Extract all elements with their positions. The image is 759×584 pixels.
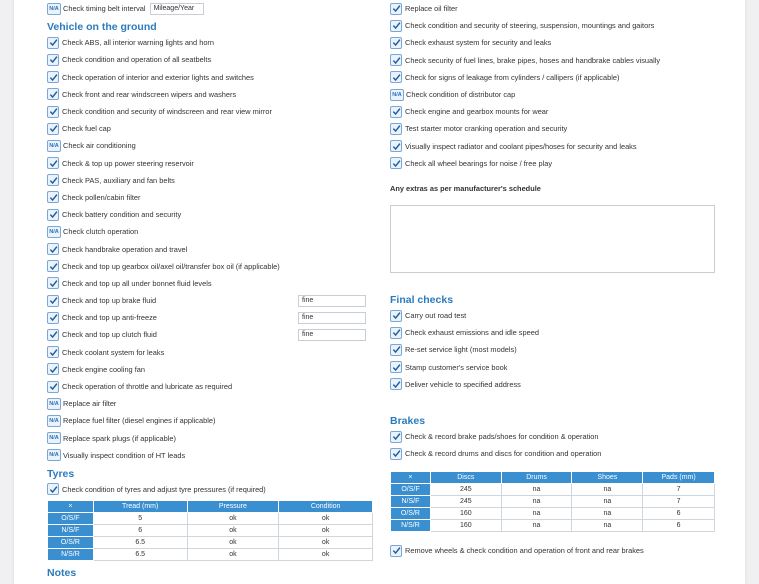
table-cell[interactable]: 6 [643, 508, 715, 520]
checkbox[interactable] [390, 3, 402, 15]
checkbox[interactable] [47, 312, 59, 324]
na-badge[interactable]: N/A [47, 140, 61, 152]
check-icon [392, 380, 401, 389]
checklist-row [390, 103, 730, 120]
table-cell[interactable]: 245 [430, 484, 501, 496]
checklist-row [390, 376, 730, 393]
checkbox[interactable] [47, 329, 59, 341]
tyre-table [47, 500, 373, 561]
check-icon [392, 142, 401, 151]
checklist-row [47, 137, 387, 154]
checklist-row [47, 69, 387, 86]
check-icon [392, 363, 401, 372]
checklist-row [390, 445, 730, 462]
vehicle-on-ground-title: Vehicle on the ground [47, 21, 157, 34]
check-icon [49, 73, 58, 82]
checklist-row [390, 34, 730, 51]
table-cell[interactable]: 160 [430, 520, 501, 532]
checklist-row [47, 344, 387, 361]
table-row [391, 484, 715, 496]
check-icon [392, 159, 401, 168]
table-cell[interactable]: ok [279, 549, 373, 561]
table-header-cell: Drums [501, 472, 572, 484]
table-cell[interactable]: na [501, 496, 572, 508]
checklist-label: Re-set service light (most models) [405, 345, 517, 355]
checklist-row [390, 324, 730, 341]
checkbox[interactable] [47, 191, 59, 203]
table-cell[interactable]: ok [279, 537, 373, 549]
check-icon [392, 56, 401, 65]
table-cell[interactable]: 245 [430, 496, 501, 508]
table-cell[interactable]: 6.5 [93, 537, 187, 549]
checklist-row [47, 309, 387, 326]
checkbox[interactable] [390, 448, 402, 460]
checklist-label: Check battery condition and security [62, 210, 182, 220]
checklist-label: Check exhaust emissions and idle speed [405, 328, 539, 338]
checklist-label: Check and top up brake fluid [62, 296, 157, 306]
checklist-label: Check fuel cap [62, 124, 111, 134]
checkbox[interactable] [47, 381, 59, 393]
table-cell[interactable]: na [501, 520, 572, 532]
checklist-label: Check condition and operation of all seatbelts [62, 55, 212, 65]
table-cell[interactable]: 6.5 [93, 549, 187, 561]
row-header-cell: N/S/R [48, 549, 94, 561]
checklist-row [47, 206, 387, 223]
timing-belt-label: Check timing belt interval [63, 4, 146, 14]
checklist-label: Replace spark plugs (if applicable) [63, 433, 176, 443]
checklist-row [47, 430, 387, 447]
checklist-row [47, 155, 387, 172]
table-cell[interactable]: na [572, 508, 643, 520]
brakes-list [390, 428, 730, 462]
checklist-row [390, 86, 730, 103]
table-row [48, 549, 373, 561]
checkbox[interactable] [47, 106, 59, 118]
check-icon [392, 38, 401, 47]
checkbox[interactable] [47, 260, 59, 272]
checkbox[interactable] [47, 37, 59, 49]
check-icon [49, 176, 58, 185]
checklist-label: Replace air filter [63, 399, 117, 409]
checklist-row [390, 138, 730, 155]
checklist-row [47, 86, 387, 103]
checklist-label: Check PAS, auxiliary and fan belts [62, 175, 175, 185]
table-cell[interactable]: 6 [643, 520, 715, 532]
checklist-label: Stamp customer's service book [405, 362, 508, 372]
table-cell[interactable]: 160 [430, 508, 501, 520]
brakes-table-header [391, 472, 715, 484]
na-badge[interactable]: N/A [47, 415, 61, 427]
check-icon [392, 432, 401, 441]
checklist-label: Check condition of distributor cap [406, 90, 516, 100]
na-badge[interactable]: N/A [390, 89, 404, 101]
checkbox[interactable] [390, 54, 402, 66]
row-header-cell: N/S/F [391, 496, 431, 508]
check-icon [49, 193, 58, 202]
checklist-row [47, 258, 387, 275]
checkbox[interactable] [390, 378, 402, 390]
checklist-row [47, 223, 387, 240]
check-icon [49, 90, 58, 99]
check-icon [49, 382, 58, 391]
checklist-label: Check front and rear windscreen wipers and washers [62, 89, 237, 99]
table-header-cell: × [48, 501, 94, 513]
check-icon [49, 348, 58, 357]
checklist-label: Check coolant system for leaks [62, 347, 165, 357]
checkbox[interactable] [47, 157, 59, 169]
checklist-label: Replace fuel filter (diesel engines if applicable) [63, 416, 216, 426]
table-row [391, 508, 715, 520]
checklist-row [390, 17, 730, 34]
table-cell[interactable]: 7 [643, 484, 715, 496]
check-icon [392, 21, 401, 30]
checklist-row [390, 120, 730, 137]
checklist-label: Check condition and security of steering, suspension, mountings and gaitors [405, 21, 655, 31]
na-badge[interactable]: N/A [47, 449, 61, 461]
check-icon [392, 107, 401, 116]
checklist-label: Check engine and gearbox mounts for wear [405, 107, 549, 117]
checkbox[interactable] [390, 106, 402, 118]
checkbox[interactable] [390, 361, 402, 373]
timing-belt-value[interactable]: Mileage/Year [150, 3, 204, 15]
final-checks-title: Final checks [390, 294, 454, 306]
checkbox[interactable] [390, 327, 402, 339]
check-icon [49, 245, 58, 254]
right-check-list [390, 0, 730, 172]
checklist-row [47, 34, 387, 51]
checklist-label: Check & record brake pads/shoes for condition & operation [405, 432, 599, 442]
checklist-label: Check ABS, all interior warning lights and horn [62, 38, 214, 48]
checklist-row [47, 275, 387, 292]
check-icon [392, 311, 401, 320]
table-cell[interactable]: 6 [93, 525, 187, 537]
checklist-label: Check for signs of leakage from cylinders / callipers (if applicable) [405, 72, 620, 82]
table-cell[interactable]: ok [279, 525, 373, 537]
checklist-label: Deliver vehicle to specified address [405, 379, 521, 389]
checklist-label: Test starter motor cranking operation and security [405, 124, 568, 134]
checklist-row [47, 120, 387, 137]
checklist-label: Check & top up power steering reservoir [62, 158, 194, 168]
fluid-level-field[interactable]: fine [298, 295, 366, 307]
checklist-row [47, 240, 387, 257]
table-cell[interactable]: ok [187, 537, 279, 549]
checklist-label: Check clutch operation [63, 227, 139, 237]
check-icon [49, 296, 58, 305]
row-header-cell: O/S/R [391, 508, 431, 520]
left-column [47, 0, 387, 580]
check-icon [49, 107, 58, 116]
fluid-level-field[interactable]: fine [298, 312, 366, 324]
fluid-level-field[interactable]: fine [298, 329, 366, 341]
check-icon [49, 159, 58, 168]
checklist-label: Check condition and security of windscreen and rear view mirror [62, 107, 272, 117]
checkbox[interactable] [390, 140, 402, 152]
row-header-cell: O/S/F [391, 484, 431, 496]
checklist-label: Check operation of throttle and lubricate as required [62, 382, 233, 392]
checklist-label: Check engine cooling fan [62, 364, 145, 374]
checklist-label: Check air conditioning [63, 141, 136, 151]
checklist-label: Check and top up gearbox oil/axel oil/transfer box oil (if applicable) [62, 261, 280, 271]
remove-wheels-label: Remove wheels & check condition and operation of front and rear brakes [405, 546, 644, 556]
checklist-label: Visually inspect condition of HT leads [63, 450, 186, 460]
checklist-row [390, 341, 730, 358]
tyres-check-label: Check condition of tyres and adjust tyre pressures (if required) [62, 484, 266, 494]
checkbox[interactable] [47, 295, 59, 307]
checkbox[interactable] [47, 363, 59, 375]
table-header-cell: Condition [279, 501, 373, 513]
table-cell[interactable]: na [501, 508, 572, 520]
checklist-row [390, 428, 730, 445]
checklist-label: Check exhaust system for security and leaks [405, 38, 552, 48]
row-header-cell: O/S/F [48, 513, 94, 525]
tyre-table-header [48, 501, 373, 513]
checklist-label: Check and top up clutch fluid [62, 330, 157, 340]
service-checklist-sheet [14, 0, 745, 584]
checkbox[interactable] [390, 431, 402, 443]
checklist-label: Check and top up anti-freeze [62, 313, 157, 323]
checklist-row [47, 412, 387, 429]
table-cell[interactable]: ok [187, 525, 279, 537]
row-header-cell: N/S/R [391, 520, 431, 532]
checkbox[interactable] [47, 174, 59, 186]
checklist-row [47, 292, 387, 309]
checklist-label: Replace oil filter [405, 4, 458, 14]
checklist-row [47, 395, 387, 412]
check-icon [49, 55, 58, 64]
checklist-label: Check security of fuel lines, brake pipes, hoses and handbrake cables visually [405, 55, 661, 65]
vehicle-on-ground-list [47, 34, 387, 464]
final-checks-list [390, 307, 730, 393]
checklist-row [47, 172, 387, 189]
table-header-cell: Pads (mm) [643, 472, 715, 484]
checklist-row [390, 69, 730, 86]
check-icon [49, 262, 58, 271]
check-icon [49, 279, 58, 288]
tyres-check-row [47, 481, 387, 498]
table-row [391, 520, 715, 532]
checklist-row [47, 51, 387, 68]
table-cell[interactable]: 5 [93, 513, 187, 525]
na-badge[interactable]: N/A [47, 3, 61, 15]
checkbox[interactable] [390, 37, 402, 49]
checkbox[interactable] [390, 157, 402, 169]
table-cell[interactable]: ok [279, 513, 373, 525]
table-row [48, 525, 373, 537]
table-header-cell: × [391, 472, 431, 484]
table-header-cell: Shoes [572, 472, 643, 484]
check-icon [392, 345, 401, 354]
checkbox[interactable] [47, 54, 59, 66]
checkbox[interactable] [47, 88, 59, 100]
checkbox[interactable] [390, 71, 402, 83]
table-cell[interactable]: 7 [643, 496, 715, 508]
notes-title: Notes [47, 567, 77, 580]
row-header-cell: O/S/R [48, 537, 94, 549]
checkbox[interactable] [390, 20, 402, 32]
table-row [391, 496, 715, 508]
checklist-row [47, 326, 387, 343]
tyres-title: Tyres [47, 467, 75, 480]
check-icon [392, 4, 401, 13]
checkbox[interactable] [390, 344, 402, 356]
table-row [48, 513, 373, 525]
table-cell[interactable]: na [572, 496, 643, 508]
table-header-cell: Discs [430, 472, 501, 484]
check-icon [392, 328, 401, 337]
check-icon [392, 449, 401, 458]
row-header-cell: N/S/F [48, 525, 94, 537]
brakes-title: Brakes [390, 414, 426, 427]
checklist-label: Carry out road test [405, 311, 467, 321]
right-column [390, 0, 730, 556]
table-cell[interactable]: ok [187, 513, 279, 525]
brakes-table [390, 471, 715, 532]
checkbox[interactable] [47, 243, 59, 255]
check-icon [49, 313, 58, 322]
checklist-row [390, 52, 730, 69]
na-badge[interactable]: N/A [47, 398, 61, 410]
checklist-row [390, 359, 730, 376]
checklist-label: Check all wheel bearings for noise / free play [405, 158, 553, 168]
table-header-cell: Pressure [187, 501, 279, 513]
checklist-row [47, 378, 387, 395]
check-icon [49, 38, 58, 47]
checklist-row [390, 307, 730, 324]
checkbox[interactable] [47, 71, 59, 83]
checklist-label: Check pollen/cabin filter [62, 192, 141, 202]
timing-belt-row [47, 0, 387, 17]
checklist-label: Visually inspect radiator and coolant pipes/hoses for security and leaks [405, 141, 637, 151]
check-icon [392, 73, 401, 82]
checkbox[interactable] [47, 483, 59, 495]
remove-wheels-row [390, 542, 730, 559]
checkbox[interactable] [47, 346, 59, 358]
na-badge[interactable]: N/A [47, 432, 61, 444]
checklist-row [47, 189, 387, 206]
checkbox[interactable] [390, 123, 402, 135]
table-cell[interactable]: na [501, 484, 572, 496]
checklist-row [390, 155, 730, 172]
checklist-row [47, 361, 387, 378]
checkbox[interactable] [47, 277, 59, 289]
checklist-row [47, 103, 387, 120]
checklist-label: Check operation of interior and exterior lights and switches [62, 72, 254, 82]
extras-label: Any extras as per manufacturer's schedule [390, 183, 541, 193]
check-icon [392, 124, 401, 133]
check-icon [49, 485, 58, 494]
table-row [48, 537, 373, 549]
checklist-row [47, 447, 387, 464]
table-header-cell: Tread (mm) [93, 501, 187, 513]
checkbox[interactable] [47, 123, 59, 135]
checkbox[interactable] [390, 545, 402, 557]
check-icon [49, 124, 58, 133]
table-cell[interactable]: na [572, 484, 643, 496]
check-icon [49, 330, 58, 339]
checkbox[interactable] [47, 209, 59, 221]
checklist-row [390, 0, 730, 17]
checkbox[interactable] [390, 310, 402, 322]
table-cell[interactable]: na [572, 520, 643, 532]
checklist-label: Check handbrake operation and travel [62, 244, 188, 254]
na-badge[interactable]: N/A [47, 226, 61, 238]
checklist-label: Check & record drums and discs for condition and operation [405, 449, 602, 459]
checklist-label: Check and top up all under bonnet fluid levels [62, 278, 212, 288]
check-icon [49, 365, 58, 374]
extras-textbox[interactable] [390, 205, 715, 273]
check-icon [392, 546, 401, 555]
table-cell[interactable]: ok [187, 549, 279, 561]
check-icon [49, 210, 58, 219]
